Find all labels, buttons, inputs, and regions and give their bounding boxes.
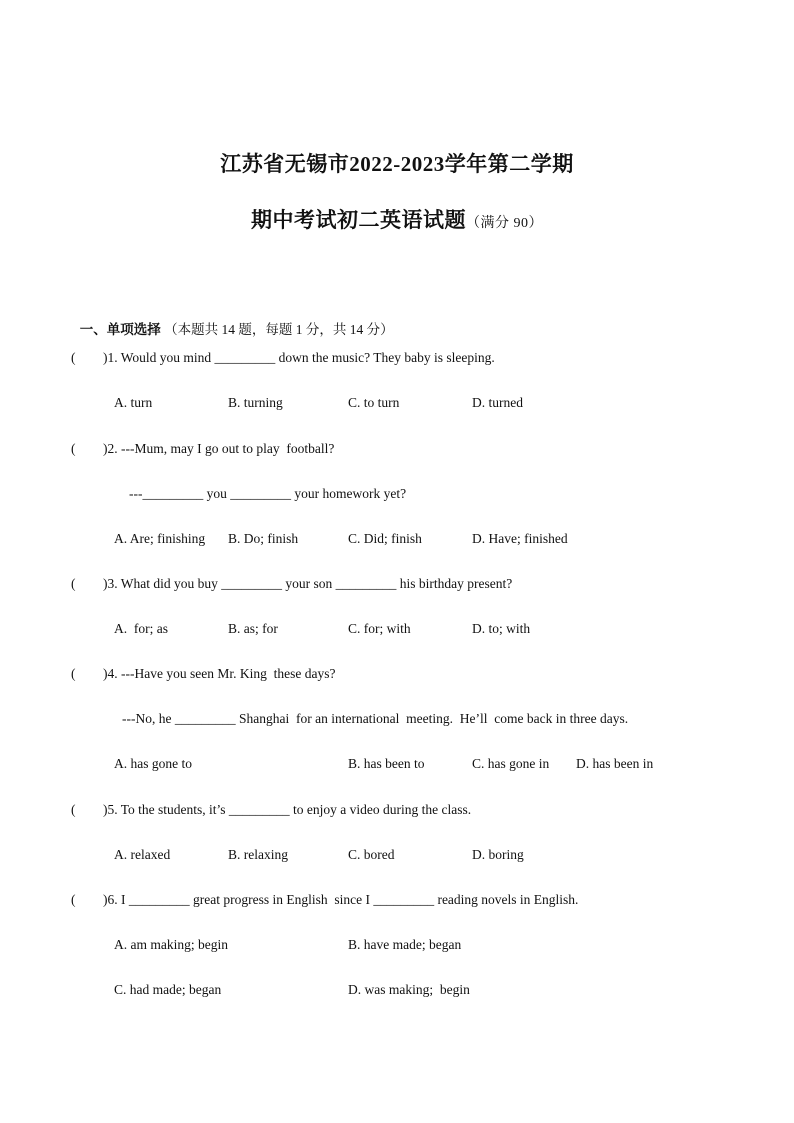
q2-option-c: C. Did; finish <box>348 531 422 546</box>
subtitle-note: （满分 90） <box>466 216 543 231</box>
q5-option-c: C. bored <box>348 847 395 862</box>
answer-paren: ( <box>71 350 76 365</box>
q4-option-c: C. has gone in <box>472 756 550 771</box>
answer-paren: ( <box>71 576 76 591</box>
answer-paren: ( <box>71 802 76 817</box>
question-5-stem: )5. To the students, it’s _________ to enjoy a video during the class. <box>103 802 472 817</box>
q4-option-b: B. has been to <box>348 756 425 771</box>
q6-option-d: D. was making; begin <box>348 982 470 997</box>
subtitle-main: 期中考试初二英语试题 <box>251 208 466 232</box>
answer-paren: ( <box>71 441 76 456</box>
q3-option-c: C. for; with <box>348 621 411 636</box>
q4-option-d: D. has been in <box>576 756 654 771</box>
q2-option-a: A. Are; finishing <box>114 531 206 546</box>
q5-option-d: D. boring <box>472 847 524 862</box>
q5-option-b: B. relaxing <box>228 847 288 862</box>
q6-option-c: C. had made; began <box>114 982 222 997</box>
section-heading <box>73 302 394 338</box>
question-1-stem: )1. Would you mind _________ down the music? They baby is sleeping. <box>103 350 495 365</box>
question-3-stem: )3. What did you buy _________ your son _________ his birthday present? <box>103 576 513 591</box>
exam-subtitle <box>0 204 794 234</box>
q1-option-b: B. turning <box>228 395 283 410</box>
question-2-stem: )2. ---Mum, may I go out to play football? <box>103 441 335 456</box>
exam-title: 江苏省无锡市2022-2023学年第二学期 <box>220 152 574 176</box>
answer-paren: ( <box>71 666 76 681</box>
question-2-stem-line2: ---_________ you _________ your homework yet? <box>129 486 407 501</box>
q3-option-a: A. for; as <box>114 621 168 636</box>
q2-option-b: B. Do; finish <box>228 531 299 546</box>
question-4-stem: )4. ---Have you seen Mr. King these days? <box>103 666 336 681</box>
q3-option-d: D. to; with <box>472 621 531 636</box>
q2-option-d: D. Have; finished <box>472 531 568 546</box>
question-6-stem: )6. I _________ great progress in English since I _________ reading novels in English. <box>103 892 579 907</box>
q1-option-a: A. turn <box>114 395 153 410</box>
q6-option-b: B. have made; began <box>348 937 462 952</box>
section-note: （本题共 14 题，每题 1 分，共 14 分） <box>160 322 394 337</box>
q6-option-a: A. am making; begin <box>114 937 228 952</box>
answer-paren: ( <box>71 892 76 907</box>
q3-option-b: B. as; for <box>228 621 278 636</box>
q1-option-c: C. to turn <box>348 395 400 410</box>
q4-option-a: A. has gone to <box>114 756 192 771</box>
question-4-stem-line2: ---No, he _________ Shanghai for an international meeting. He’ll come back in three days. <box>122 711 629 726</box>
section-title: 一、单项选择 <box>79 322 161 337</box>
q1-option-d: D. turned <box>472 395 523 410</box>
q5-option-a: A. relaxed <box>114 847 171 862</box>
